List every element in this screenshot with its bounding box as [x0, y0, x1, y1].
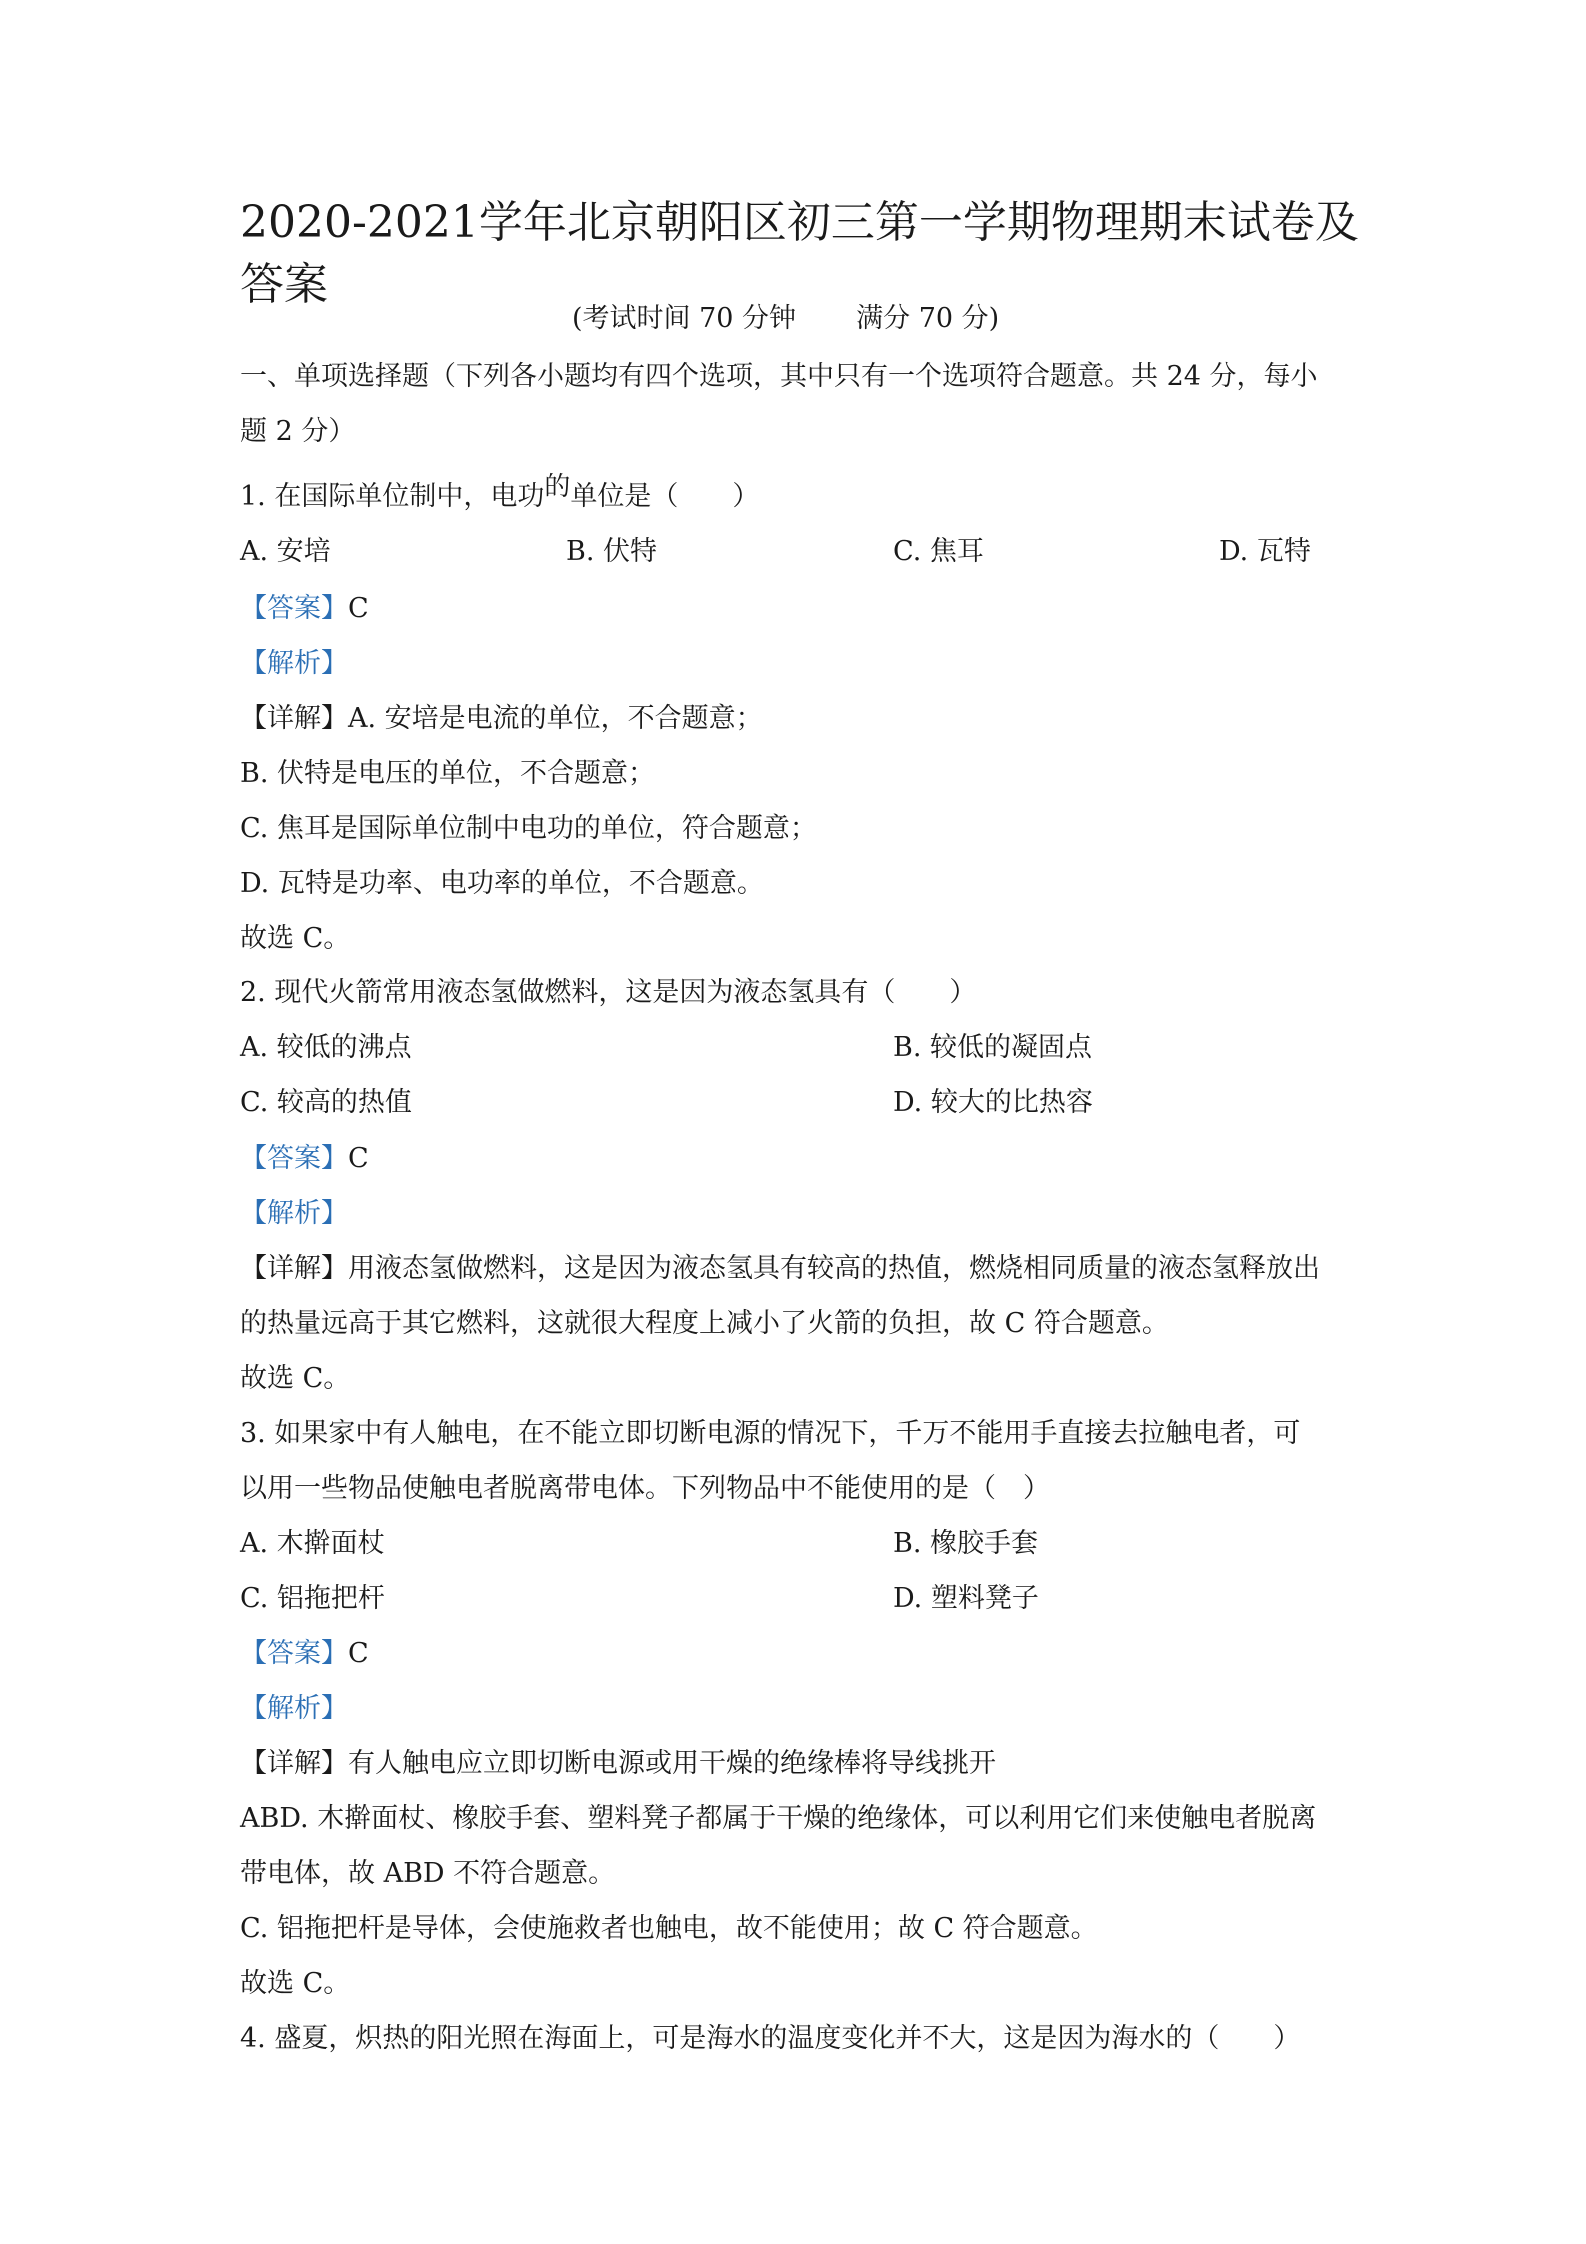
q3-detail-4: C. 铝拖把杆是导体，会使施救者也触电，故不能使用；故 C 符合题意。	[240, 1913, 1098, 1944]
q2-detail-2: 的热量远高于其它燃料，这就很大程度上减小了火箭的负担，故 C 符合题意。	[240, 1308, 1169, 1339]
question-2-stem: 2. 现代火箭常用液态氢做燃料，这是因为液态氢具有（ ）	[240, 977, 977, 1008]
q3-analysis-label: 【解析】	[240, 1693, 348, 1724]
question-4-stem: 4. 盛夏，炽热的阳光照在海面上，可是海水的温度变化并不大，这是因为海水的（ ）	[240, 2023, 1301, 2054]
section-heading: 一、单项选择题（下列各小题均有四个选项，其中只有一个选项符合题意。共 24 分，每小	[240, 361, 1318, 392]
q3-detail-3: 带电体，故 ABD 不符合题意。	[240, 1858, 616, 1889]
q1-option-c: C. 焦耳	[893, 536, 984, 567]
document-title: 2020-2021学年北京朝阳区初三第一学期物理期末试卷及答案	[240, 197, 1359, 310]
q2-option-b: B. 较低的凝固点	[893, 1032, 1093, 1063]
q1-detail-2: B. 伏特是电压的单位，不合题意；	[240, 758, 656, 789]
q1-choose: 故选 C。	[240, 923, 351, 954]
q3-answer: 【答案】C	[240, 1638, 369, 1669]
section-heading-cont: 题 2 分）	[240, 416, 356, 447]
q2-choose: 故选 C。	[240, 1363, 351, 1394]
exam-info: (考试时间 70 分钟 满分 70 分)	[572, 303, 1000, 334]
q2-option-d: D. 较大的比热容	[893, 1087, 1093, 1118]
q1-analysis-label: 【解析】	[240, 648, 348, 679]
question-3-stem-2: 以用一些物品使触电者脱离带电体。下列物品中不能使用的是（ ）	[240, 1473, 1050, 1504]
q1-option-b: B. 伏特	[566, 536, 658, 567]
q2-detail-1: 【详解】用液态氢做燃料，这是因为液态氢具有较高的热值，燃烧相同质量的液态氢释放出	[240, 1253, 1320, 1284]
question-1-stem: 1. 在国际单位制中，电功的单位是（ ）	[240, 472, 760, 512]
q3-option-d: D. 塑料凳子	[893, 1583, 1039, 1614]
q1-answer: 【答案】C	[240, 593, 369, 624]
q3-option-a: A. 木擀面杖	[240, 1528, 385, 1559]
q2-analysis-label: 【解析】	[240, 1198, 348, 1229]
q1-detail-4: D. 瓦特是功率、电功率的单位，不合题意。	[240, 868, 764, 899]
q2-option-c: C. 较高的热值	[240, 1087, 412, 1118]
q1-option-a: A. 安培	[240, 536, 331, 567]
q3-choose: 故选 C。	[240, 1968, 351, 1999]
q3-option-c: C. 铝拖把杆	[240, 1583, 385, 1614]
q1-detail-3: C. 焦耳是国际单位制中电功的单位，符合题意；	[240, 813, 817, 844]
question-3-stem-1: 3. 如果家中有人触电，在不能立即切断电源的情况下，千万不能用手直接去拉触电者，可	[240, 1418, 1301, 1449]
q1-detail-1: 【详解】A. 安培是电流的单位，不合题意；	[240, 703, 763, 734]
q3-detail-1: 【详解】有人触电应立即切断电源或用干燥的绝缘棒将导线挑开	[240, 1748, 996, 1779]
q1-option-d: D. 瓦特	[1219, 536, 1311, 567]
q3-option-b: B. 橡胶手套	[893, 1528, 1039, 1559]
q3-detail-2: ABD. 木擀面杖、橡胶手套、塑料凳子都属于干燥的绝缘体，可以利用它们来使触电者脱离	[240, 1803, 1317, 1834]
q2-answer: 【答案】C	[240, 1143, 369, 1174]
q2-option-a: A. 较低的沸点	[240, 1032, 412, 1063]
